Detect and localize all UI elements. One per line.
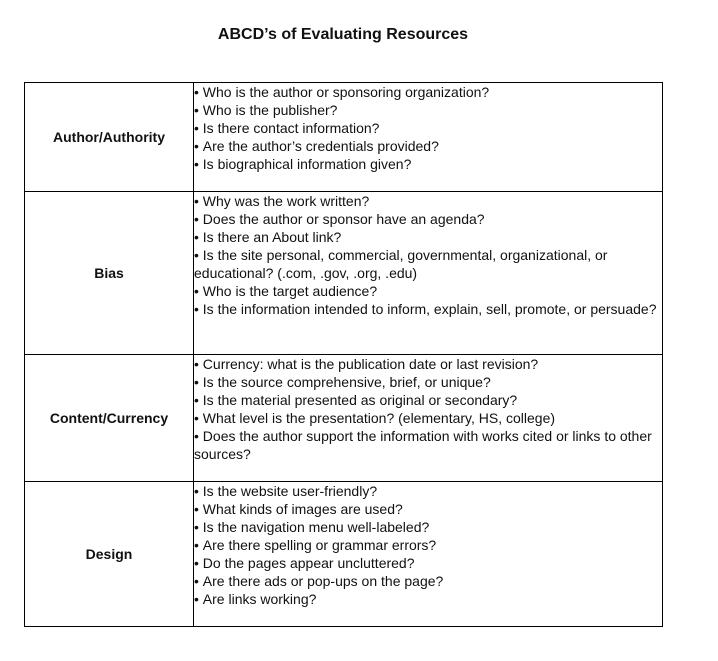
questions-bias — [194, 192, 663, 355]
list-item: • Are links working? — [194, 590, 662, 608]
list-item: • Is the site personal, commercial, governmental, organizational, or educational? (.com, .gov, .org, .edu) — [194, 246, 662, 282]
table-row-content-currency — [25, 355, 663, 482]
table-row-author-authority — [25, 83, 663, 192]
category-design: Design — [25, 482, 194, 627]
category-author-authority: Author/Authority — [25, 83, 194, 192]
list-item: • Is the navigation menu well-labeled? — [194, 518, 662, 536]
category-content-currency: Content/Currency — [25, 355, 194, 482]
list-item: • Does the author support the information with works cited or links to other sources? — [194, 427, 662, 463]
questions-content-currency — [194, 355, 663, 482]
category-bias: Bias — [25, 192, 194, 355]
question-list — [194, 83, 662, 173]
question-list — [194, 355, 662, 463]
question-list — [194, 482, 662, 608]
table-row-bias — [25, 192, 663, 355]
list-item: • Currency: what is the publication date or last revision? — [194, 355, 662, 373]
table-row-design — [25, 482, 663, 627]
list-item: • Are there ads or pop-ups on the page? — [194, 572, 662, 590]
list-item: • Is the source comprehensive, brief, or unique? — [194, 373, 662, 391]
questions-author-authority — [194, 83, 663, 192]
evaluation-table — [24, 82, 663, 627]
list-item: • Is there an About link? — [194, 228, 662, 246]
list-item: • Does the author or sponsor have an agenda? — [194, 210, 662, 228]
list-item: • Who is the publisher? — [194, 101, 662, 119]
questions-design — [194, 482, 663, 627]
list-item: • What kinds of images are used? — [194, 500, 662, 518]
list-item: • Are the author’s credentials provided? — [194, 137, 662, 155]
page-title: ABCD’s of Evaluating Resources — [217, 26, 469, 43]
list-item: • Are there spelling or grammar errors? — [194, 536, 662, 554]
list-item: • Why was the work written? — [194, 192, 662, 210]
question-list — [194, 192, 662, 318]
list-item: • Is biographical information given? — [194, 155, 662, 173]
list-item: • Who is the target audience? — [194, 282, 662, 300]
list-item: • Is the website user-friendly? — [194, 482, 662, 500]
list-item: • Do the pages appear uncluttered? — [194, 554, 662, 572]
list-item: • Is the material presented as original or secondary? — [194, 391, 662, 409]
list-item: • Is there contact information? — [194, 119, 662, 137]
list-item: • What level is the presentation? (elementary, HS, college) — [194, 409, 662, 427]
list-item: • Is the information intended to inform, explain, sell, promote, or persuade? — [194, 300, 662, 318]
list-item: • Who is the author or sponsoring organization? — [194, 83, 662, 101]
